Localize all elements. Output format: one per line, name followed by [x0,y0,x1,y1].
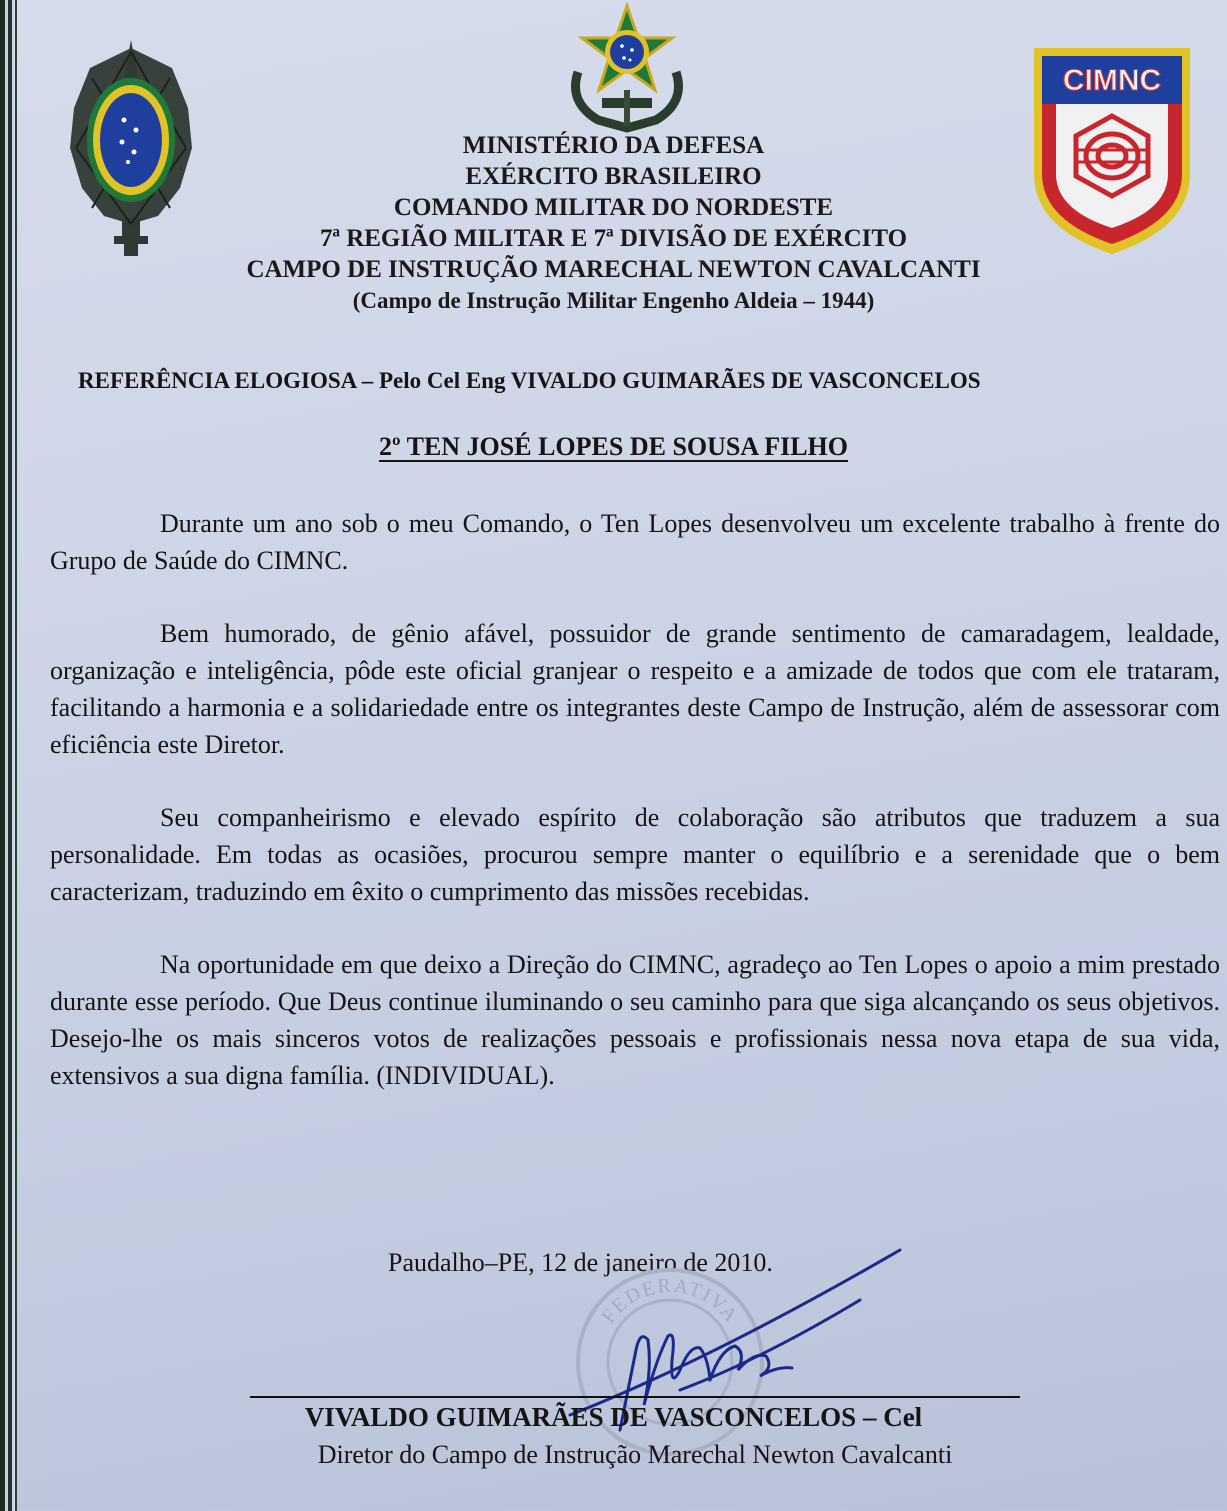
header-line-camp-origin: (Campo de Instrução Militar Engenho Aldeia – 1944) [352,288,875,313]
header-line-camp: CAMPO DE INSTRUÇÃO MARECHAL NEWTON CAVALCANTI [246,256,981,283]
body-paragraph-1: Durante um ano sob o meu Comando, o Ten Lopes desenvolveu um excelente trabalho à frente do Grupo de Saúde do CIMNC. [50,509,1220,575]
signatory-title: Diretor do Campo de Instrução Marechal Newton Cavalcanti [317,1440,953,1469]
body-paragraph-3: Seu companheirismo e elevado espírito de colaboração são atributos que traduzem a sua personalidade. Em todas as ocasiões, procurou sempre manter o equilíbrio e a serenidade que o bem caracterizam, traduzindo em êxito o cumprimento das missões recebidas. [50,803,1220,906]
cimnc-shield-label: CIMNC [1062,64,1162,97]
header-line-region: 7ª REGIÃO MILITAR E 7ª DIVISÃO DE EXÉRCITO [319,225,908,252]
header-line-ministry: MINISTÉRIO DA DEFESA [462,132,765,159]
header-line-army: EXÉRCITO BRASILEIRO [465,163,762,190]
national-coat-of-arms-icon [558,2,696,134]
signatory-name: VIVALDO GUIMARÃES DE VASCONCELOS – Cel [304,1402,923,1432]
place-and-date: Paudalho–PE, 12 de janeiro de 2010. [388,1248,773,1277]
honoree-name-text: 2º TEN JOSÉ LOPES DE SOUSA FILHO [378,432,848,461]
body-paragraph-2: Bem humorado, de gênio afável, possuidor de grande sentimento de camaradagem, lealdade, organização e inteligência, pôde este oficial granjear o respeito e a amizade de todos que com ele trataram, facilitando a harmonia e a solidariedade entre os integrantes deste Campo de Instrução, além de assessorar com eficiência este Diretor. [50,619,1220,759]
letterhead [0,130,1227,316]
signature-line [250,1396,1020,1398]
letter-body [50,505,1220,1130]
reference-heading: REFERÊNCIA ELOGIOSA – Pelo Cel Eng VIVALDO GUIMARÃES DE VASCONCELOS [78,368,981,393]
header-line-command: COMANDO MILITAR DO NORDESTE [393,194,834,221]
honoree-name [0,432,1227,462]
svg-text:FEDERATIVA: FEDERATIVA [597,1274,743,1328]
body-paragraph-4: Na oportunidade em que deixo a Direção do CIMNC, agradeço ao Ten Lopes o apoio a mim prestado durante esse período. Que Deus continue iluminando o seu caminho para que siga alcançando os seus objetivos. Desejo-lhe os mais sinceros votos de realizações pessoais e profissionais nessa nova etapa de sua vida, extensivos a sua digna família. (INDIVIDUAL). [50,950,1220,1090]
